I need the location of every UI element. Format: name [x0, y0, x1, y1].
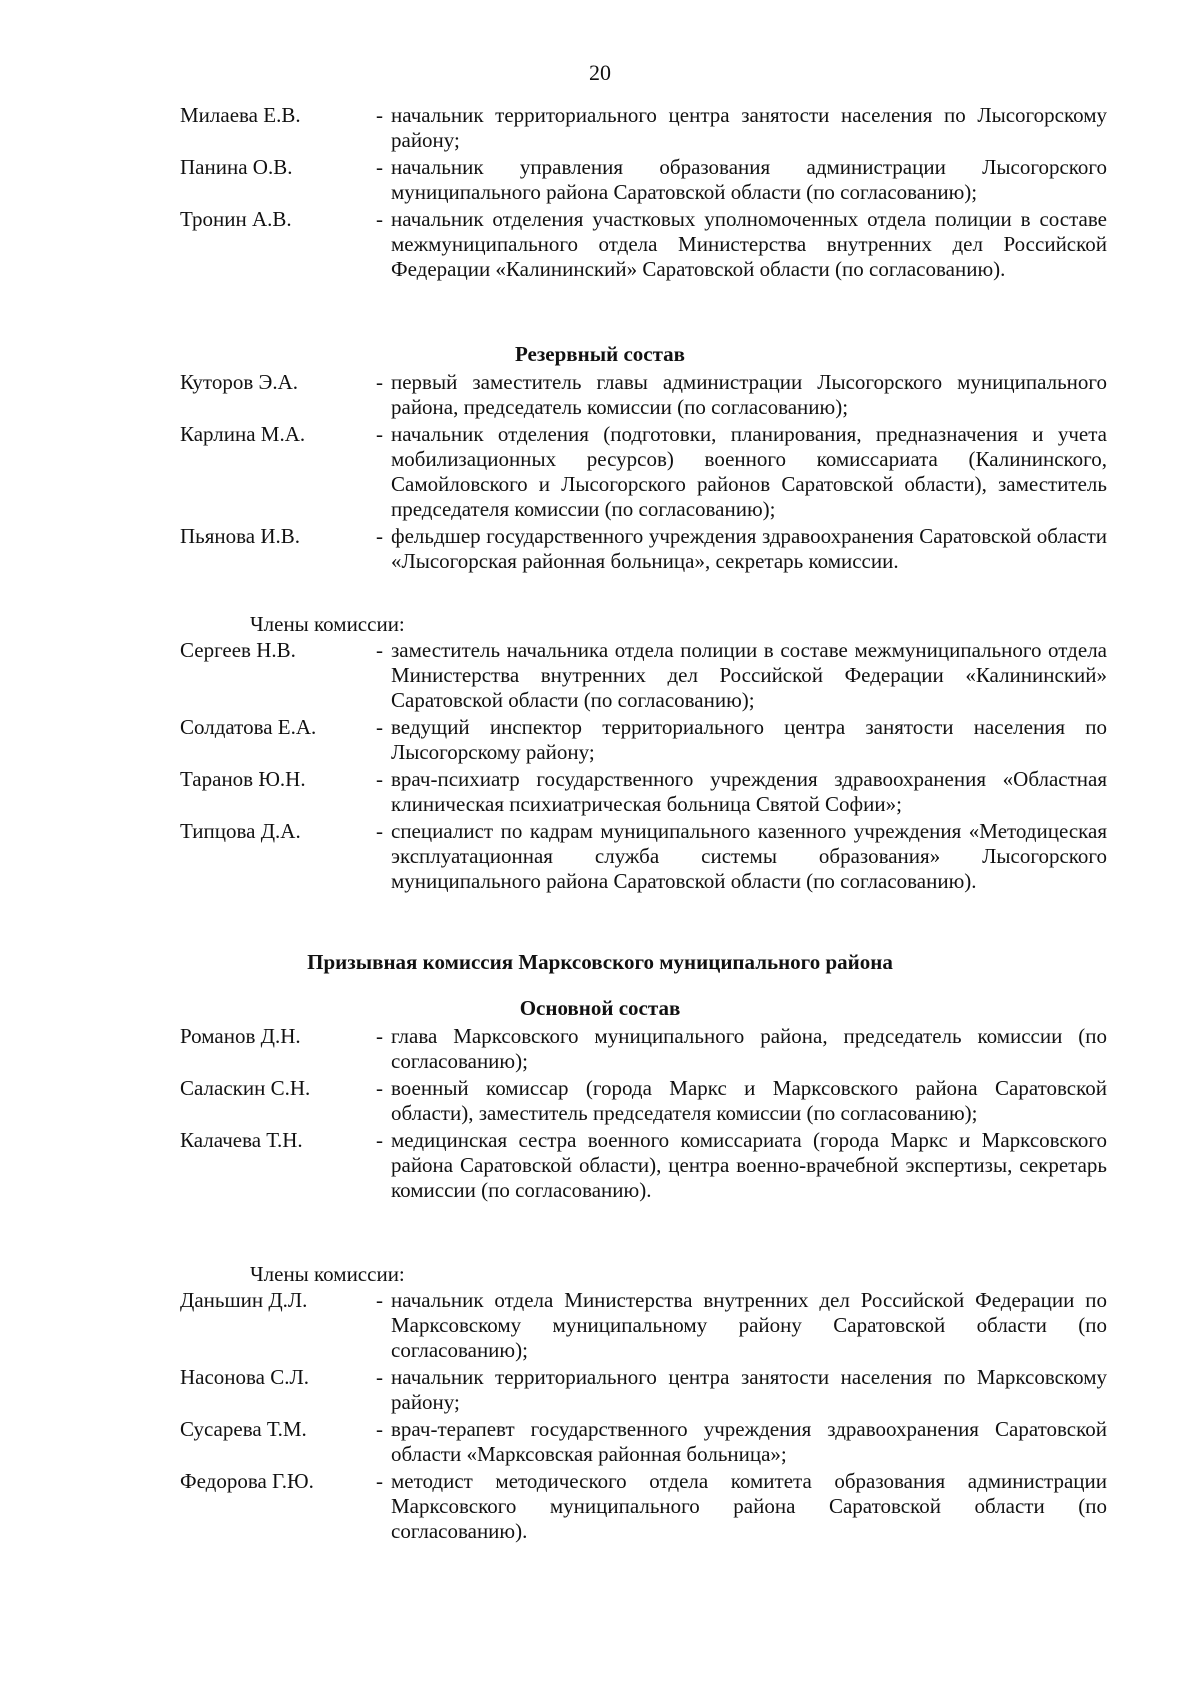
member-name: Федорова Г.Ю. [180, 1469, 314, 1493]
group-2 [180, 370, 1120, 576]
group-4 [180, 1024, 1120, 1205]
member-position: военный комиссар (города Маркс и Марксовского района Саратовской области), заместитель председателя комиссии (по согласованию); [391, 1076, 1107, 1125]
member-position: врач-терапевт государственного учреждения здравоохранения Саратовской области «Марксовская районная больница»; [391, 1417, 1107, 1466]
member-name: Калачева Т.Н. [180, 1128, 303, 1152]
member-entry: Милаева Е.В. - начальник территориального центра занятости населения по Лысогорскому району; [180, 103, 1107, 152]
member-name: Типцова Д.А. [180, 819, 301, 843]
member-entry: Калачева Т.Н. - медицинская сестра военного комиссариата (города Маркс и Марксовского района Саратовской области), центра военно-врачебной экспертизы, секретарь комиссии (по согласованию). [180, 1128, 1107, 1202]
member-name: Тронин А.В. [180, 207, 292, 231]
member-name: Таранов Ю.Н. [180, 767, 306, 791]
members-label: Члены комиссии: [250, 612, 405, 636]
member-entry: Сергеев Н.В. - заместитель начальника отдела полиции в составе межмуниципального отдела Министерства внутренних дел Российской Федерации «Калининский» Саратовской области (по согласованию); [180, 638, 1107, 712]
member-entry: Даньшин Д.Л. - начальник отдела Министерства внутренних дел Российской Федерации по Марксовскому муниципальному району Саратовской области (по согласованию); [180, 1288, 1107, 1362]
member-name: Солдатова Е.А. [180, 715, 317, 739]
member-name: Саласкин С.Н. [180, 1076, 311, 1100]
member-entry: Насонова С.Л. - начальник территориального центра занятости населения по Марксовскому району; [180, 1365, 1107, 1414]
member-entry: Куторов Э.А. - первый заместитель главы администрации Лысогорского муниципального района, председатель комиссии (по согласованию); [180, 370, 1107, 419]
member-name: Карлина М.А. [180, 422, 306, 446]
member-position: специалист по кадрам муниципального казенного учреждения «Методицеская эксплуатационная служба системы образования» Лысогорского муниципального района Саратовской области (по согласованию). [391, 819, 1107, 893]
member-position: врач-психиатр государственного учреждения здравоохранения «Областная клиническая психиатрическая больница Святой Софии»; [391, 767, 1107, 816]
member-entry: Саласкин С.Н. - военный комиссар (города Маркс и Марксовского района Саратовской области), заместитель председателя комиссии (по согласованию); [180, 1076, 1107, 1125]
member-position: начальник отдела Министерства внутренних дел Российской Федерации по Марксовскому муниципальному району Саратовской области (по согласованию); [391, 1288, 1107, 1362]
member-position: ведущий инспектор территориального центра занятости населения по Лысогорскому району; [391, 715, 1107, 764]
member-position: начальник отделения участковых уполномоченных отдела полиции в составе межмуниципального отдела Министерства внутренних дел Российской Федерации «Калининский» Саратовской области (по согласованию). [391, 207, 1107, 281]
commission-heading: Призывная комиссия Марксовского муниципального района [307, 950, 893, 974]
member-position: медицинская сестра военного комиссариата (города Маркс и Марксовского района Саратовской области), центра военно-врачебной экспертизы, секретарь комиссии (по согласованию). [391, 1128, 1107, 1202]
member-entry: Карлина М.А. - начальник отделения (подготовки, планирования, предназначения и учета мобилизационных ресурсов) военного комиссариата (Калининского, Самойловского и Лысогорского районов Саратовской области), заместитель председателя комиссии (по согласованию); [180, 422, 1107, 521]
member-position: глава Марксовского муниципального района, председатель комиссии (по согласованию); [391, 1024, 1107, 1073]
member-entry: Таранов Ю.Н. - врач-психиатр государственного учреждения здравоохранения «Областная клиническая психиатрическая больница Святой Софии»; [180, 767, 1107, 816]
member-name: Романов Д.Н. [180, 1024, 301, 1048]
page-number: 20 [589, 60, 611, 85]
member-entry: Пьянова И.В. - фельдшер государственного учреждения здравоохранения Саратовской области «Лысогорская районная больница», секретарь комиссии. [180, 524, 1107, 573]
member-position: методист методического отдела комитета образования администрации Марксовского муниципального района Саратовской области (по согласованию). [391, 1469, 1107, 1543]
member-entry: Типцова Д.А. - специалист по кадрам муниципального казенного учреждения «Методицеская эксплуатационная служба системы образования» Лысогорского муниципального района Саратовской области (по согласованию). [180, 819, 1107, 893]
member-name: Куторов Э.А. [180, 370, 299, 394]
member-position: фельдшер государственного учреждения здравоохранения Саратовской области «Лысогорская районная больница», секретарь комиссии. [391, 524, 1107, 573]
member-name: Сусарева Т.М. [180, 1417, 307, 1441]
member-entry: Солдатова Е.А. - ведущий инспектор территориального центра занятости населения по Лысогорскому району; [180, 715, 1107, 764]
group-5 [180, 1288, 1120, 1546]
member-name: Пьянова И.В. [180, 524, 301, 548]
member-entry: Панина О.В. - начальник управления образования администрации Лысогорского муниципального района Саратовской области (по согласованию); [180, 155, 1107, 204]
member-position: начальник отделения (подготовки, планирования, предназначения и учета мобилизационных ресурсов) военного комиссариата (Калининского, Самойловского и Лысогорского районов Саратовской области), заместитель председателя комиссии (по согласованию); [391, 422, 1107, 521]
member-position: заместитель начальника отдела полиции в составе межмуниципального отдела Министерства внутренних дел Российской Федерации «Калининский» Саратовской области (по согласованию); [391, 638, 1107, 712]
member-position: начальник территориального центра занятости населения по Лысогорскому району; [391, 103, 1107, 152]
group-3 [180, 638, 1120, 896]
member-position: первый заместитель главы администрации Лысогорского муниципального района, председатель комиссии (по согласованию); [391, 370, 1107, 419]
member-position: начальник территориального центра занятости населения по Марксовскому району; [391, 1365, 1107, 1414]
member-name: Насонова С.Л. [180, 1365, 310, 1389]
group-1 [180, 103, 1120, 284]
member-entry: Романов Д.Н. - глава Марксовского муниципального района, председатель комиссии (по согласованию); [180, 1024, 1107, 1073]
member-position: начальник управления образования администрации Лысогорского муниципального района Саратовской области (по согласованию); [391, 155, 1107, 204]
member-entry: Тронин А.В. - начальник отделения участковых уполномоченных отдела полиции в составе межмуниципального отдела Министерства внутренних дел Российской Федерации «Калининский» Саратовской области (по согласованию). [180, 207, 1107, 281]
members-label: Члены комиссии: [250, 1262, 405, 1286]
member-name: Панина О.В. [180, 155, 293, 179]
member-name: Сергеев Н.В. [180, 638, 296, 662]
member-name: Милаева Е.В. [180, 103, 301, 127]
member-entry: Федорова Г.Ю. - методист методического отдела комитета образования администрации Марксовского муниципального района Саратовской области (по согласованию). [180, 1469, 1107, 1543]
reserve-heading: Резервный состав [514, 342, 686, 366]
member-entry: Сусарева Т.М. - врач-терапевт государственного учреждения здравоохранения Саратовской области «Марксовская районная больница»; [180, 1417, 1107, 1466]
member-name: Даньшин Д.Л. [180, 1288, 308, 1312]
main-heading: Основной состав [519, 996, 681, 1020]
